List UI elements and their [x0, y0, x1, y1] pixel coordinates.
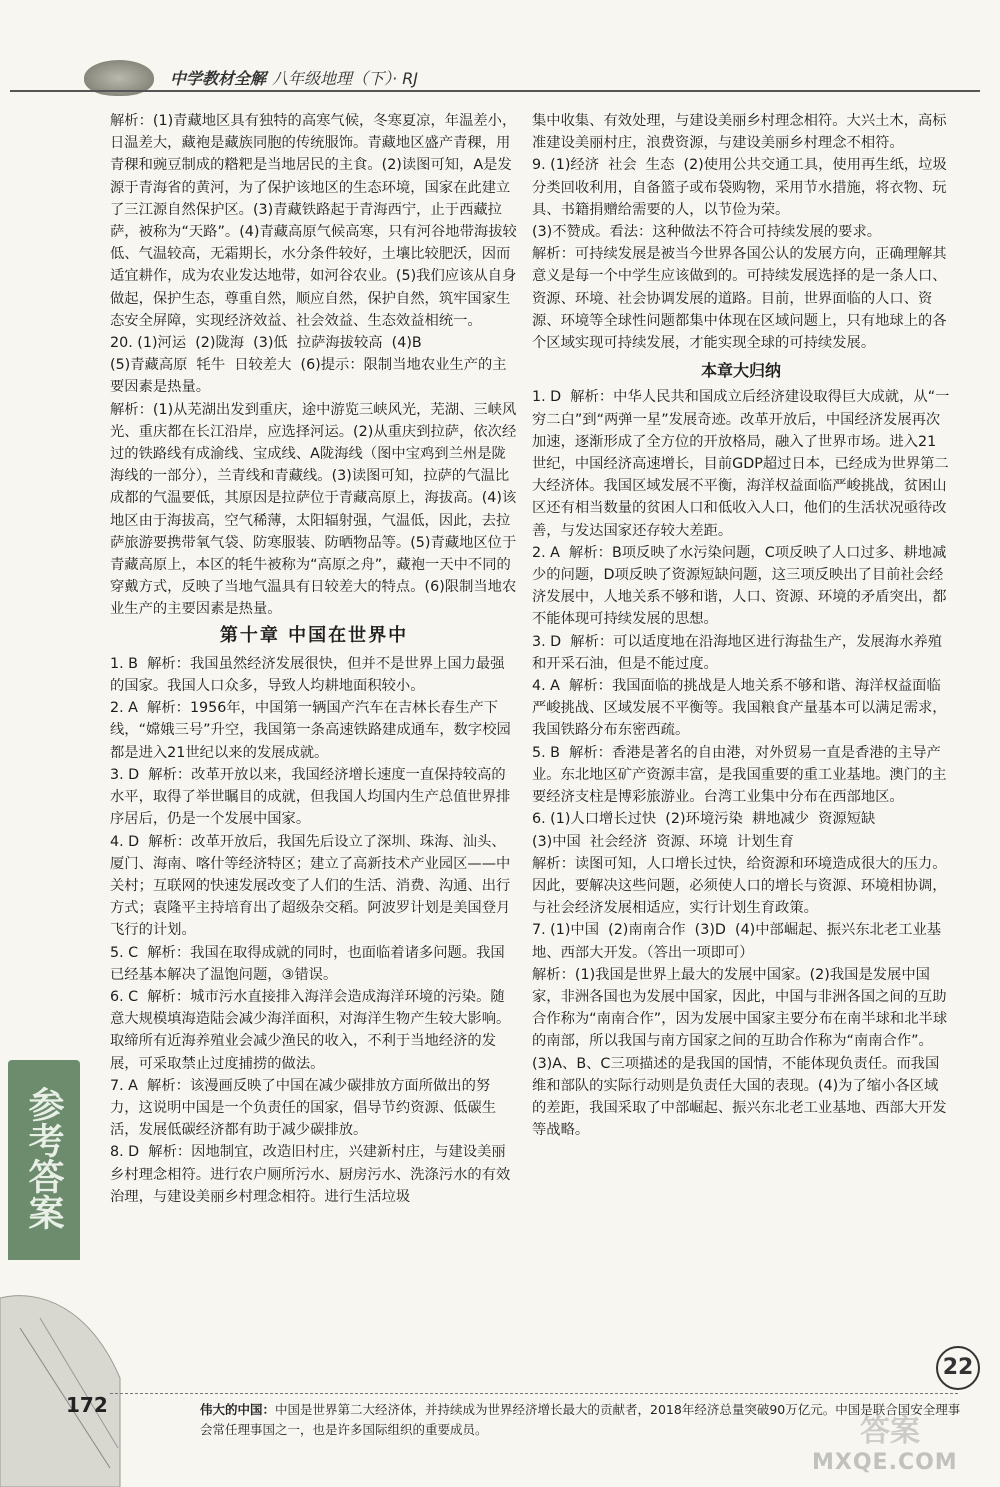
answer-20: 20. (1)河运 (2)陇海 (3)低 拉萨海拔较高 (4)B (5)青藏高原 牦牛 日较差大 (6)提示：限制当地农业生产的主要因素是热量。 — [110, 335, 507, 396]
footer-note — [200, 1400, 970, 1440]
header-text — [170, 66, 418, 89]
summary-answer-3: 3. D 解析：可以适度地在沿海地区进行海盐生产，发展海水养殖和开采石油，但是不能过度。 — [532, 633, 942, 672]
watermark-logo: 答案 — [860, 1414, 920, 1449]
summary-answer-6: 6. (1)人口增长过快 (2)环境污染 耕地减少 资源短缺 (3)中国 社会经济 资源、环境 计划生育 — [532, 811, 876, 850]
summary-answer-7: 7. (1)中国 (2)南南合作 (3)D (4)中部崛起、振兴东北老工业基地、西部大开发。（答出一项即可） — [532, 922, 942, 961]
page-header — [0, 60, 1000, 100]
summary-analysis-7: 解析：(1)我国是世界上最大的发展中国家。(2)我国是发展中国家，非洲各国也为发展中国家，因此，中国与非洲各国之间的互助合作称为“南南合作”，因为发展中国家主要分布在南半球和北半球的南部，所以我国与南方国家之间的互助合作称为“南南合作”。(3)A、B、C三项描述的是我国的国情，不能体现负责任。而我国维和部队的实际行动则是负责任大国的表现。(4)为了缩小各区域的差距，我国采取了中部崛起、振兴东北老工业基地、西部大开发等战略。 — [532, 966, 948, 1139]
header-rule — [10, 90, 980, 92]
header-subtitle: 八年级地理（下）· RJ — [272, 69, 419, 88]
footer-label: 伟大的中国： — [200, 1402, 276, 1417]
answer-ch10-7: 7. A 解析：该漫画反映了中国在减少碳排放方面所做出的努力，这说明中国是一个负责任的国家，倡导节约资源、低碳生活，发展低碳经济都有助于减少碳排放。 — [110, 1077, 497, 1139]
summary-analysis-6: 解析：读图可知，人口增长过快，给资源和环境造成很大的压力。因此，要解决这些问题，必须使人口的增长与资源、环境相协调，与社会经济发展相适应，实行计划生育政策。 — [532, 855, 947, 917]
summary-answer-1: 1. D 解析：中华人民共和国成立后经济建设取得巨大成就，从“一穷二白”到“两弹一星”发展奇迹。改革开放后，中国经济发展再次加速，逐渐形成了全方位的开放格局，融入了世界市场。进入21世纪，中国经济高速增长，目前GDP超过日本，已经成为世界第二大经济体。我国区域发展不平衡，海洋权益面临严峻挑战，贫困山区还有相当数量的贫困人口和低收入人口，他们的生活状况亟待改善，与发达国家还存较大差距。 — [532, 389, 950, 539]
summary-answer-4: 4. A 解析：我国面临的挑战是人地关系不够和谐、海洋权益面临严峻挑战、区域发展不平衡等。我国粮食产量基本可以满足需求，我国铁路分布东密西疏。 — [532, 678, 947, 739]
analysis-ch10-9: 解析：可持续发展是被当今世界各国公认的发展方向，正确理解其意义是每一个中学生应该做到的。可持续发展选择的是一条人口、资源、环境、社会协调发展的道路。目前，世界面临的人口、资源、环境等全球性问题都集中体现在区域问题上，只有地球上的各个区域实现可持续发展，才能实现全球的可持续发展。 — [532, 246, 947, 352]
chapter-title: 第十章 中国在世界中 — [219, 624, 409, 646]
right-column — [532, 110, 950, 1141]
section-title: 本章大归纳 — [700, 361, 781, 381]
header-title: 中学教材全解 — [170, 69, 267, 88]
answer-ch10-1: 1. B 解析：我国虽然经济发展很快，但并不是世界上国力最强的国家。我国人口众多，导致人均耕地面积较小。 — [110, 655, 505, 695]
summary-answer-2: 2. A 解析：B项反映了水污染问题，C项反映了人口过多、耕地减少的问题，D项反映了资源短缺问题，这三项反映出了目前社会经济发展中，人地关系不够和谐，人口、资源、环境的矛盾突出，都不能体现可持续发展的思想。 — [532, 544, 947, 628]
answer-ch10-6: 6. C 解析：城市污水直接排入海洋会造成海洋环境的污染。随意大规模填海造陆会减少海洋面积，对海洋生物产生较大影响。取缔所有近海养殖业会减少渔民的收入，不利于当地经济的发展，可采取禁止过度捕捞的做法。 — [110, 988, 511, 1072]
answer-ch10-8: 8. D 解析：因地制宜，改造旧村庄，兴建新村庄，与建设美丽乡村理念相符。进行农户厕所污水、厨房污水、洗涤污水的有效治理，与建设美丽乡村理念相符。进行生活垃圾 — [110, 1144, 511, 1205]
corner-decoration — [0, 1268, 150, 1487]
analysis-20: 解析：(1)从芜湖出发到重庆，途中游览三峡风光，芜湖、三峡风光、重庆都在长江沿岸，应选择河运。(2)从重庆到拉萨，依次经过的铁路线有成渝线、宝成线、A陇海线（图中宝鸡到兰州是陇海线的一部分），兰青线和青藏线。(3)读图可知，拉萨的气温比成都的气温要低，其原因是拉萨位于青藏高原上，海拔高。(4)该地区由于海拔高，空气稀薄，太阳辐射强，气温低，因此，去拉萨旅游要携带氧气袋、防寒服装、防晒物品等。(5)青藏地区位于青藏高原上，本区的牦牛被称为“高原之舟”，藏袍一天中不同的穿戴方式，反映了当地气温具有日较差大的特点。(6)限制当地农业生产的主要因素是热量。 — [110, 401, 517, 618]
side-tab-label: 参考答案 — [23, 1086, 64, 1230]
answer-ch10-8-continued: 集中收集、有效处理，与建设美丽乡村理念相符。大兴土木，高标准建设美丽村庄，浪费资源，与建设美丽乡村理念不相符。 — [532, 113, 947, 152]
summary-answer-5: 5. B 解析：香港是著名的自由港，对外贸易一直是香港的主导产业。东北地区矿产资源丰富，是我国重要的重工业基地。澳门的主要经济支柱是博彩旅游业。台湾工业集中分布在西部地区。 — [532, 744, 947, 806]
page-number: 172 — [66, 1393, 108, 1417]
answer-ch10-2: 2. A 解析：1956年，中国第一辆国产汽车在吉林长春生产下线，“嫦娥三号”升空，我国第一条高速铁路建成通车，数字校园都是进入21世纪以来的发展成就。 — [110, 700, 511, 761]
answer-ch10-9: 9. (1)经济 社会 生态 (2)使用公共交通工具，使用再生纸，垃圾分类回收利用，自备篮子或布袋购物，采用节水措施，将衣物、玩具、书籍捐赠给需要的人，以节俭为荣。 (3)不赞成。看法：这种做法不符合可持续发展的要求。 — [532, 157, 947, 241]
answer-ch10-5: 5. C 解析：我国在取得成就的同时，也面临着诸多问题。我国已经基本解决了温饱问题，③错误。 — [110, 944, 505, 983]
circle-page-number: 22 — [936, 1346, 980, 1390]
answer-ch10-4: 4. D 解析：改革开放后，我国先后设立了深圳、珠海、汕头、厦门、海南、喀什等经济特区；建立了高新技术产业园区——中关村；互联网的快速发展改变了人们的生活、消费、沟通、出行方式；袁隆平主持培育出了超级杂交稻。阿波罗计划是美国登月飞行的计划。 — [110, 833, 511, 939]
analysis-19: 解析：(1)青藏地区具有独特的高寒气候，冬寒夏凉，年温差小，日温差大，藏袍是藏族同胞的传统服饰。青藏地区盛产青稞，用青稞和豌豆制成的糌粑是当地居民的主食。(2)读图可知，A是发源于青海省的黄河，为了保护该地区的生态环境，国家在此建立了三江源自然保护区。(3)青藏铁路起于青海西宁，止于西藏拉萨，被称为“天路”。(4)青藏高原气候高寒，只有河谷地带海拔较低、气温较高，无霜期长，水分条件较好，土壤比较肥沃，因而适宜耕作，成为农业发达地带，如河谷农业。(5)我们应该从自身做起，保护生态，尊重自然，顺应自然，保护自然，筑牢国家生态安全屏障，实现经济效益、社会效益、生态效益相统一。 — [110, 113, 517, 329]
footer-text: 中国是世界第二大经济体，并持续成为世界经济增长最大的贡献者，2018年经济总量突破90万亿元。中国是联合国安全理事会常任理事国之一，也是许多国际组织的重要成员。 — [200, 1402, 961, 1437]
answer-ch10-3: 3. D 解析：改革开放以来，我国经济增长速度一直保持较高的水平，取得了举世瞩目的成就，但我国人均国内生产总值世界排序居后，仍是一个发展中国家。 — [110, 766, 511, 828]
left-column — [110, 110, 518, 1208]
footer-divider — [110, 1393, 958, 1395]
watermark-url: MXQE.COM — [812, 1450, 958, 1475]
